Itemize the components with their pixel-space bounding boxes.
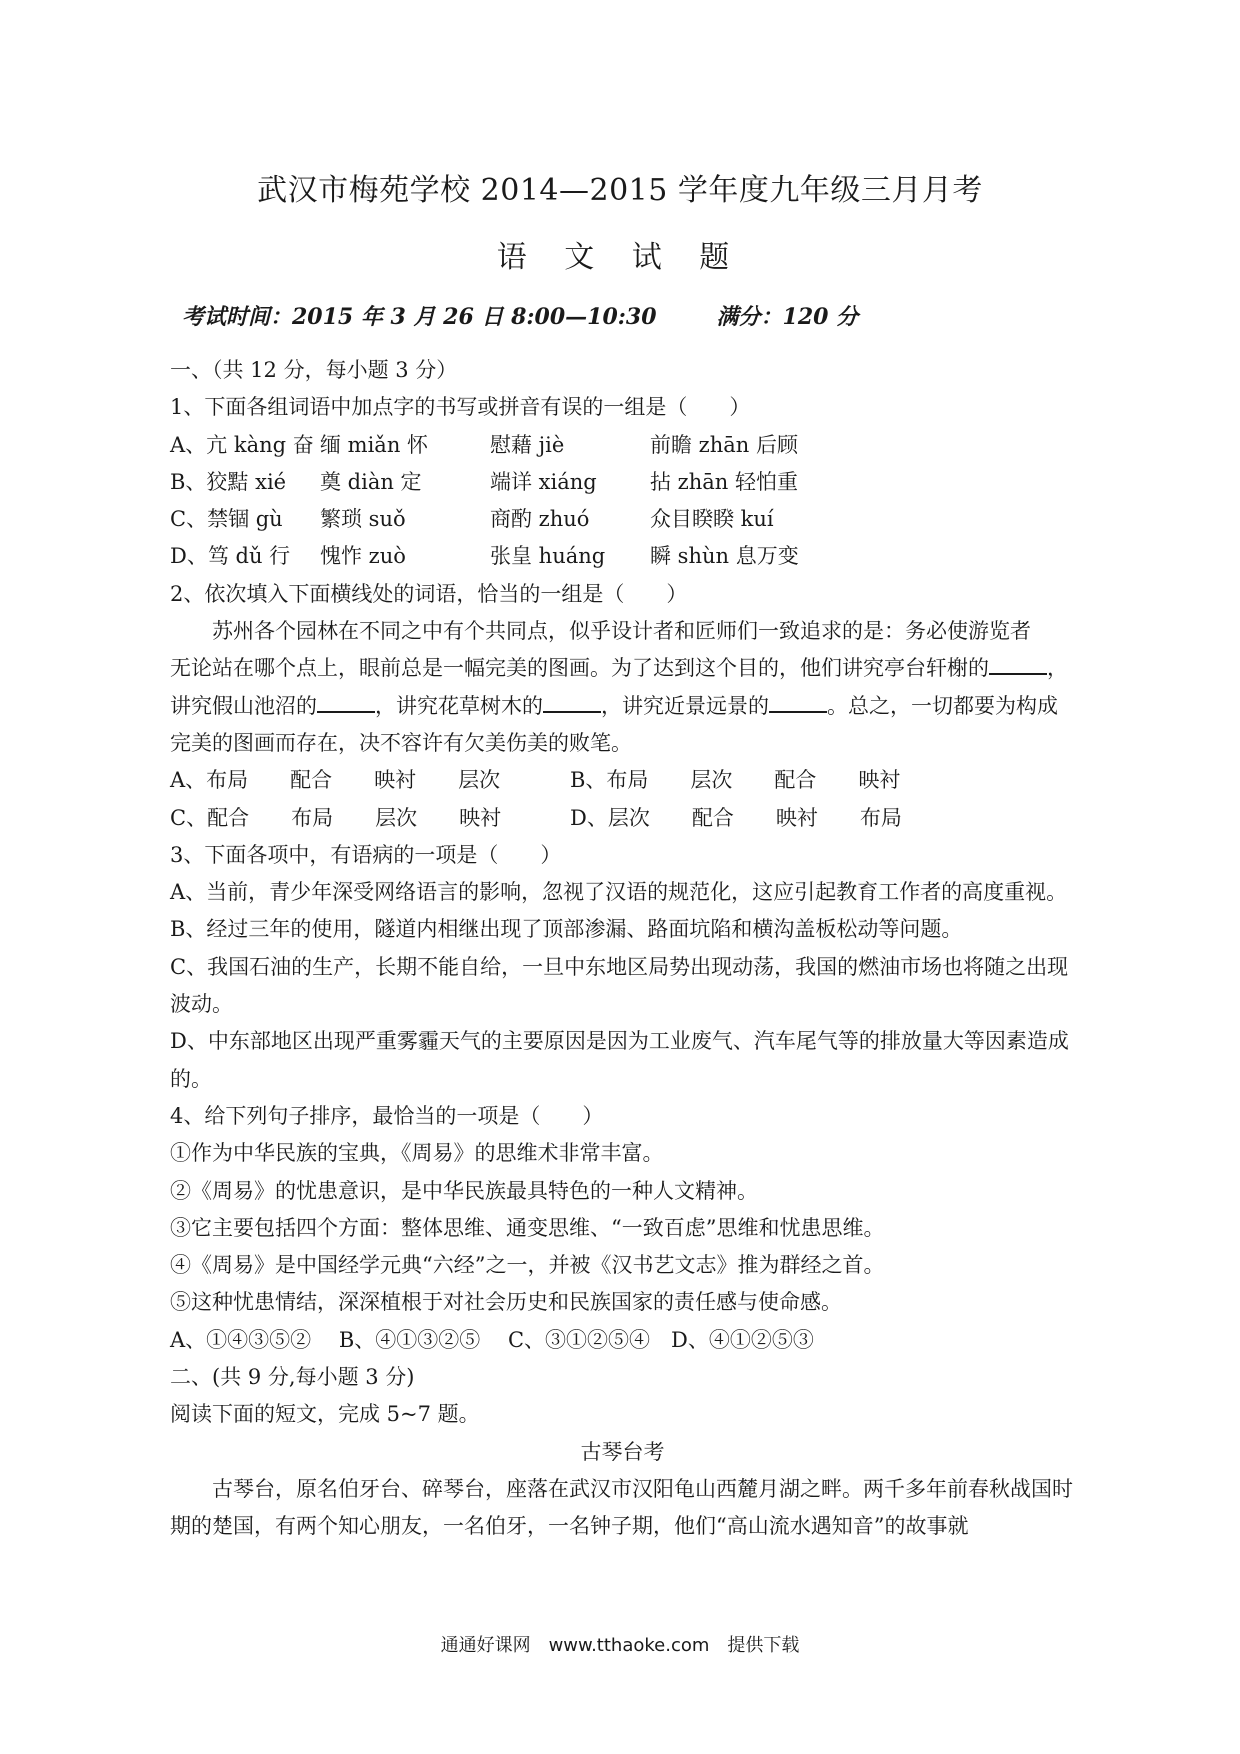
q4-sentence-1: ①作为中华民族的宝典，《周易》的思维术非常丰富。 [170, 1141, 664, 1166]
section2-instruction: 阅读下面的短文，完成 5~7 题。 [170, 1402, 480, 1427]
q4-sentence-5: ⑤这种忧患情结，深深植根于对社会历史和民族国家的责任感与使命感。 [170, 1290, 842, 1315]
q1-option: 繁琐 suǒ [320, 507, 406, 532]
q4-sentence-3: ③它主要包括四个方面：整体思维、通变思维、“一致百虑”思维和忧患思维。 [170, 1215, 885, 1240]
full-score: 满分：120 分 [716, 304, 859, 330]
q1-option-row-d [170, 538, 1075, 575]
q2-paragraph-line [170, 688, 1075, 725]
q2-option-row [170, 762, 1075, 799]
exam-title: 武汉市梅苑学校 2014—2015 学年度九年级三月月考 [257, 173, 983, 208]
q1-option: C、禁锢 gù [170, 507, 283, 532]
q1-option: 愧怍 zuò [320, 544, 406, 569]
q4-sentence-4: ④《周易》是中国经学元典“六经”之一，并被《汉书艺文志》推为群经之首。 [170, 1253, 885, 1278]
q1-option-row-b [170, 464, 1075, 501]
q1-option: 拈 zhān 轻怕重 [650, 469, 798, 494]
q1-option-row-c [170, 501, 1075, 538]
fill-blank [317, 691, 375, 713]
article-title: 古琴台考 [580, 1439, 665, 1464]
q2-option-row [170, 800, 1075, 837]
q1-option: D、笃 dǔ 行 [170, 544, 291, 569]
q4-sentence-2: ②《周易》的忧患意识，是中华民族最具特色的一种人文精神。 [170, 1178, 758, 1203]
q1-option: A、亢 kàng 奋 [170, 432, 314, 457]
q1-option: B、狡黠 xié [170, 469, 287, 494]
exam-meta [182, 300, 858, 331]
q3-stem: 3、下面各项中，有语病的一项是（ ） [170, 842, 562, 867]
q2-text: 讲究假山池沼的 [170, 693, 317, 718]
q1-option: 前瞻 zhān 后顾 [650, 432, 798, 457]
q3-option-a: A、当前，青少年深受网络语言的影响，忽视了汉语的规范化，这应引起教育工作者的高度重视。 [170, 880, 1068, 905]
q2-text: ， [1047, 656, 1068, 681]
q2-paragraph-line [170, 650, 1075, 687]
q1-option: 众目睽睽 kuí [650, 507, 774, 532]
article-paragraph: 古琴台，原名伯牙台、碎琴台，座落在武汉市汉阳龟山西麓月湖之畔。两千多年前春秋战国时期的楚国，有两个知心朋友，一名伯牙，一名钟子期，他们“高山流水遇知音”的故事就 [170, 1476, 1073, 1539]
q2-option-d: D、层次 配合 映衬 布局 [570, 805, 902, 830]
q1-option-row-a [170, 427, 1075, 464]
q2-paragraph-line: 完美的图画而存在，决不容许有欠美伤美的败笔。 [170, 730, 632, 755]
q2-paragraph-line: 苏州各个园林在不同之中有个共同点，似乎设计者和匠师们一致追求的是：务必使游览者 [212, 619, 1031, 644]
section1-heading: 一、（共 12 分，每小题 3 分） [170, 358, 458, 382]
q3-option-b: B、经过三年的使用，隧道内相继出现了顶部渗漏、路面坑陷和横沟盖板松动等问题。 [170, 917, 963, 942]
page-footer: 通通好课网 www.tthaoke.com 提供下载 [440, 1635, 800, 1656]
exam-body [170, 352, 1075, 1546]
q2-text: 无论站在哪个点上，眼前总是一幅完美的图画。为了达到这个目的，他们讲究亭台轩榭的 [170, 656, 989, 681]
q1-option: 瞬 shùn 息万变 [650, 544, 799, 569]
q2-stem: 2、依次填入下面横线处的词语，恰当的一组是（ ） [170, 581, 688, 606]
q1-option: 缅 miǎn 怀 [320, 432, 429, 457]
q2-option-b: B、布局 层次 配合 映衬 [570, 768, 901, 793]
exam-subtitle: 语 文 试 题 [496, 240, 744, 275]
q2-text: ，讲究花草树木的 [375, 693, 543, 718]
q1-stem: 1、下面各组词语中加点字的书写或拼音有误的一组是（ ） [170, 395, 751, 420]
section2-heading: 二、(共 9 分,每小题 3 分) [170, 1365, 415, 1390]
q1-option: 奠 diàn 定 [320, 469, 422, 494]
q2-option-c: C、配合 布局 层次 映衬 [170, 805, 502, 830]
q1-option: 商酌 zhuó [490, 507, 590, 532]
q1-option: 张皇 huáng [490, 544, 606, 569]
q2-option-a: A、布局 配合 映衬 层次 [170, 768, 501, 793]
q1-option: 端详 xiáng [490, 469, 597, 494]
q2-text: ，讲究近景远景的 [601, 693, 769, 718]
exam-time: 考试时间：2015 年 3 月 26 日 8:00—10:30 [182, 304, 657, 330]
q1-option: 慰藉 jiè [490, 432, 565, 457]
q3-option-d: D、中东部地区出现严重雾霾天气的主要原因是因为工业废气、汽车尾气等的排放量大等因素造成的。 [170, 1029, 1069, 1091]
fill-blank [989, 653, 1047, 675]
fill-blank [543, 691, 601, 713]
q2-text: 。总之，一切都要为构成 [827, 693, 1058, 718]
q4-stem: 4、给下列句子排序，最恰当的一项是（ ） [170, 1103, 604, 1128]
q4-options: A、①④③⑤② B、④①③②⑤ C、③①②⑤④ D、④①②⑤③ [170, 1327, 814, 1352]
q3-option-c: C、我国石油的生产，长期不能自给，一旦中东地区局势出现动荡，我国的燃油市场也将随之出现波动。 [170, 954, 1069, 1017]
fill-blank [769, 691, 827, 713]
